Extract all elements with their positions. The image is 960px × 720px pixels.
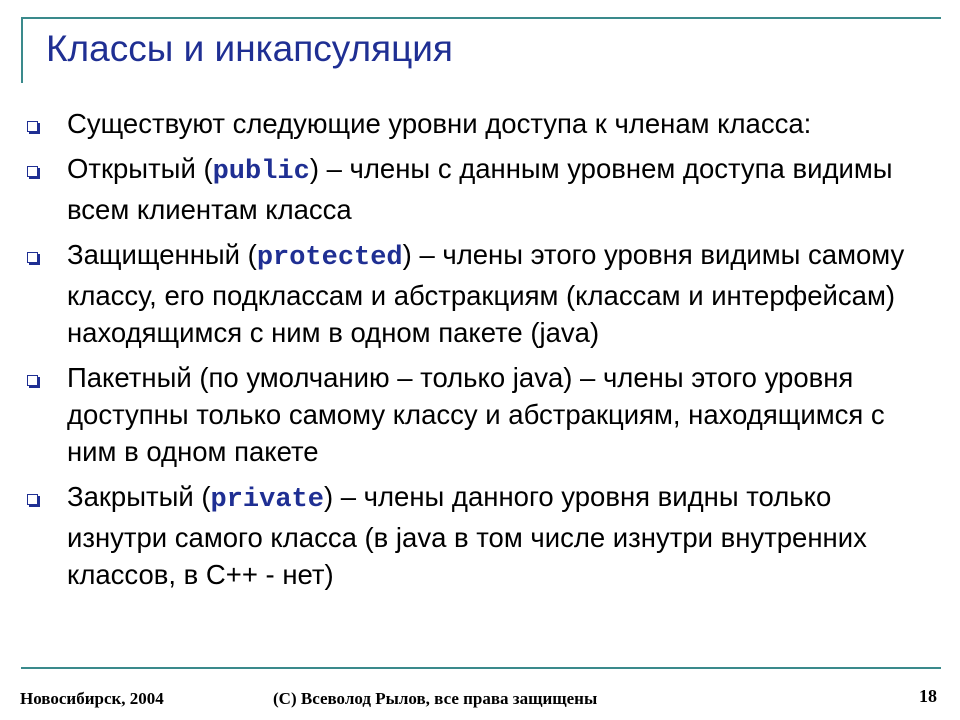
square-bullet-icon: [27, 121, 38, 132]
bullet-text-prefix: Открытый (: [67, 153, 213, 184]
bullet-text-prefix: Защищенный (: [67, 239, 257, 270]
bullet-text-prefix: Закрытый (: [67, 481, 211, 512]
bullet-list: [27, 105, 939, 601]
footer-copyright: (C) Всеволод Рылов, все права защищены: [273, 689, 598, 708]
bullet-item-public: [27, 150, 939, 228]
square-bullet-icon: [27, 252, 38, 263]
bullet-item-protected: [27, 236, 939, 351]
title-rule-vertical: [21, 17, 23, 83]
bullet-item-access-levels: [27, 105, 939, 142]
bullet-item-package: [27, 359, 939, 470]
code-keyword-private: private: [210, 485, 324, 515]
square-bullet-icon: [27, 166, 38, 177]
page-number: 18: [919, 686, 937, 706]
square-bullet-icon: [27, 494, 38, 505]
slide-title: Классы и инкапсуляция: [46, 28, 453, 69]
footer-city-year: Новосибирск, 2004: [20, 689, 164, 708]
title-rule-horizontal: [21, 17, 941, 19]
bullet-item-private: [27, 478, 939, 593]
code-keyword-protected: protected: [256, 243, 403, 273]
code-keyword-public: public: [212, 157, 310, 187]
bullet-text-suffix: ) – члены этого уровня видимы самому классу, его подклассам и абстракциям (классам и интерфейсам) находящимся с ним в одном пакете (java): [67, 239, 905, 348]
bullet-text-suffix: ) – члены с данным уровнем доступа видимы всем клиентам класса: [67, 153, 893, 225]
bullet-text-suffix: ) – члены данного уровня видны только изнутри самого класса (в java в том числе изнутри внутренних классов, в С++ - нет): [67, 481, 867, 590]
footer-rule: [21, 667, 941, 669]
square-bullet-icon: [27, 375, 38, 386]
bullet-text: Пакетный (по умолчанию – только java) – члены этого уровня доступны только самому классу и абстракциям, находящимся с ним в одном пакете: [67, 362, 885, 467]
bullet-text: Существуют следующие уровни доступа к членам класса:: [67, 108, 812, 139]
